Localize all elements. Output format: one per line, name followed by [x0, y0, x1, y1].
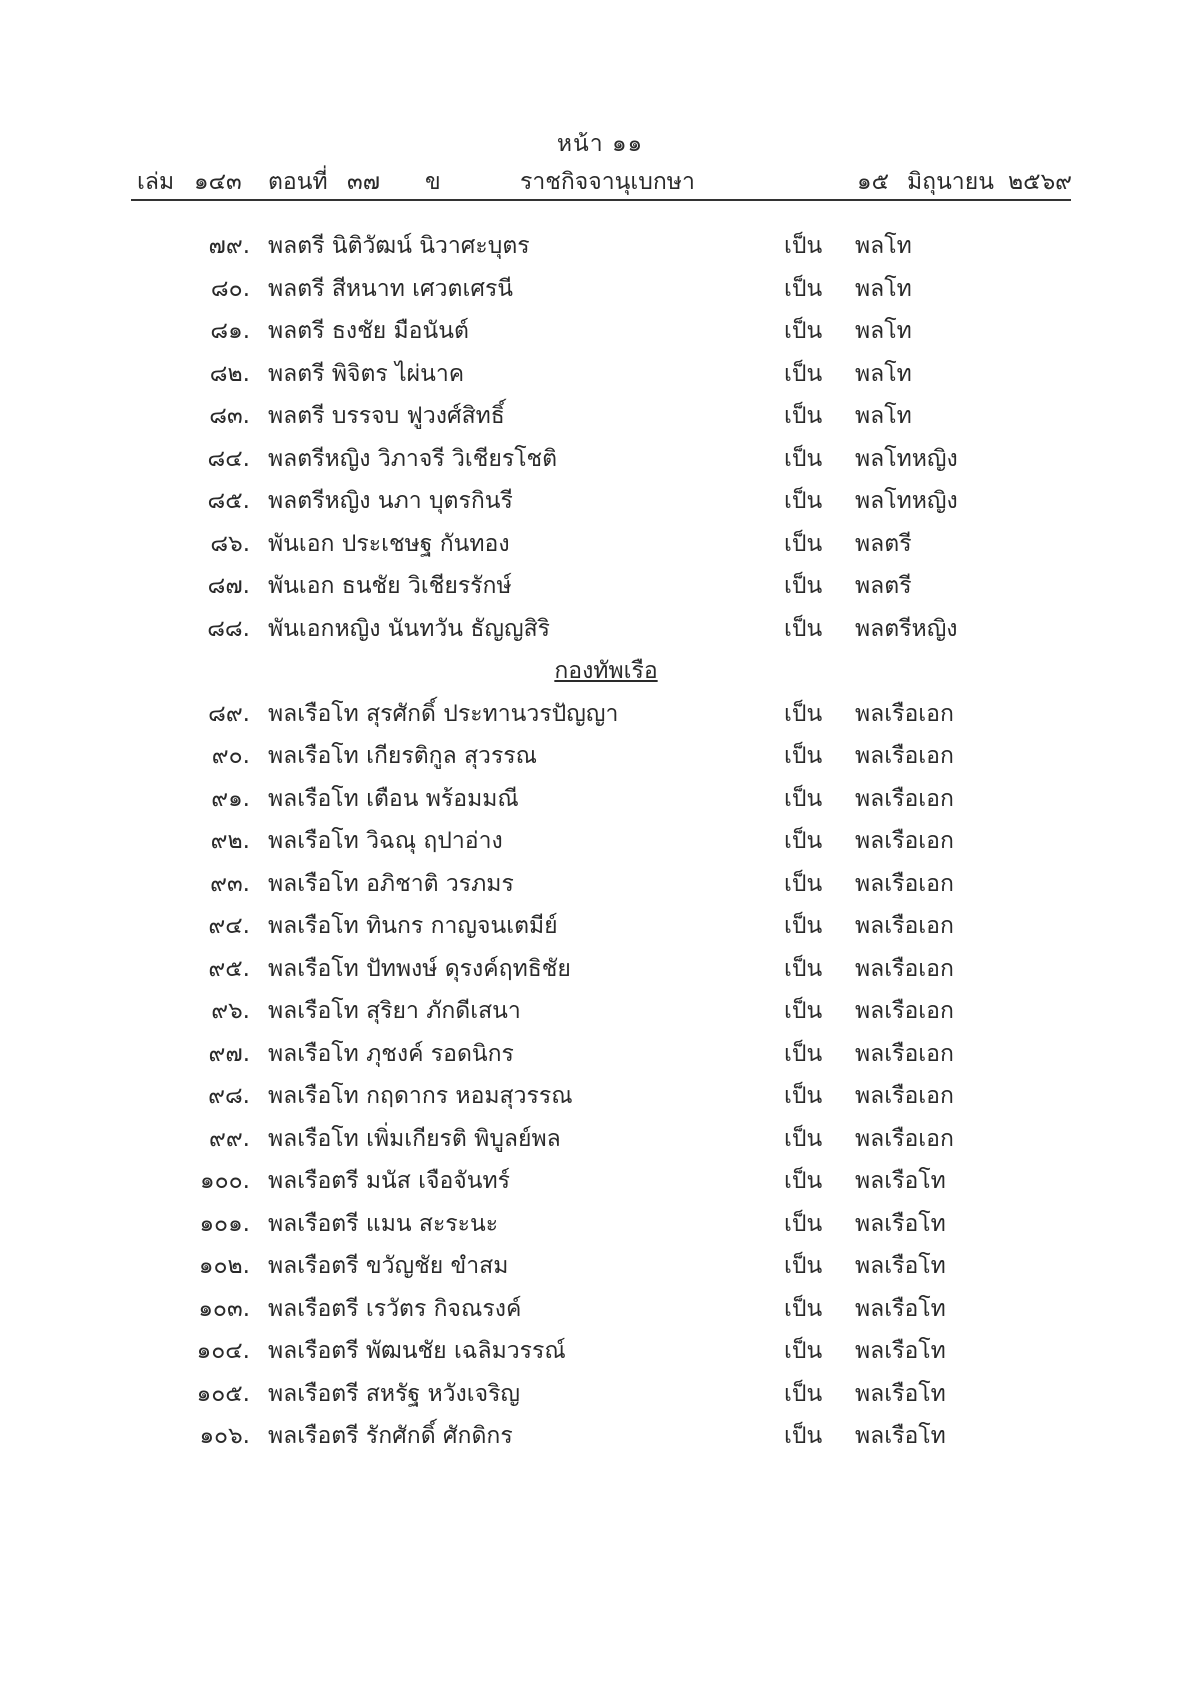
entry-number: ๙๑. — [211, 785, 250, 812]
entry-name: พลเรือโท ทินกร กาญจนเตมีย์ — [268, 913, 558, 939]
list-item — [0, 605, 1200, 648]
entry-new-rank: พลเรือเอก — [855, 828, 954, 854]
list-item — [0, 520, 1200, 563]
entry-name: พลเรือตรี พัฒนชัย เฉลิมวรรณ์ — [268, 1338, 566, 1364]
list-item — [0, 435, 1200, 478]
entry-new-rank: พลเรือเอก — [855, 1125, 954, 1152]
date-day: ๑๕ — [857, 169, 890, 195]
entry-number: ๑๐๔. — [196, 1338, 250, 1364]
entry-name: พลตรีหญิง วิภาจรี วิเชียรโชติ — [268, 445, 558, 472]
entry-name: พลเรือตรี ขวัญชัย ขำสม — [268, 1253, 509, 1279]
entry-new-rank: พลเรือเอก — [855, 1083, 954, 1109]
entry-new-rank: พลเรือเอก — [855, 955, 954, 982]
list-item — [0, 265, 1200, 308]
issue-label: ตอนที่ — [268, 169, 328, 195]
entry-number: ๘๓. — [209, 403, 250, 429]
list-item — [0, 477, 1200, 520]
list-item — [0, 1200, 1200, 1243]
entry-new-rank: พลเรือโท — [855, 1253, 946, 1279]
list-item — [0, 1285, 1200, 1328]
entry-name: พลเรือโท กฤดากร หอมสุวรรณ — [268, 1083, 573, 1109]
entry-new-rank: พลโทหญิง — [855, 445, 958, 472]
header-divider — [131, 199, 1071, 201]
entry-name: พลตรี บรรจบ ฟูวงศ์สิทธิ์ — [268, 403, 505, 429]
entry-connector: เป็น — [784, 1168, 823, 1194]
entry-name: พลเรือโท เพิ่มเกียรติ พิบูลย์พล — [268, 1125, 561, 1152]
entry-number: ๘๕. — [207, 488, 250, 514]
entry-connector: เป็น — [784, 445, 823, 472]
entry-connector: เป็น — [784, 1338, 823, 1364]
list-item — [0, 732, 1200, 775]
gazette-header — [0, 164, 1200, 200]
entry-number: ๑๐๓. — [198, 1295, 250, 1322]
list-item — [0, 1412, 1200, 1455]
entry-new-rank: พลโท — [855, 275, 912, 302]
list-item — [0, 1157, 1200, 1200]
list-item — [0, 350, 1200, 393]
entry-new-rank: พลเรือเอก — [855, 1040, 954, 1067]
entry-number: ๙๐. — [211, 743, 250, 769]
entry-number: ๙๓. — [210, 870, 250, 897]
list-item — [0, 222, 1200, 265]
list-item — [0, 392, 1200, 435]
entry-connector: เป็น — [784, 1125, 823, 1152]
page-number: หน้า ๑๑ — [556, 131, 644, 157]
entry-new-rank: พลเรือโท — [855, 1295, 946, 1322]
entry-number: ๑๐๕. — [196, 1380, 250, 1407]
entry-name: พลเรือตรี มนัส เจือจันทร์ — [268, 1168, 510, 1194]
entry-number: ๑๐๖. — [199, 1423, 250, 1449]
list-item — [0, 1072, 1200, 1115]
entry-name: พลเรือโท เตือน พร้อมมณี — [268, 785, 519, 812]
entry-connector: เป็น — [784, 955, 823, 982]
entry-new-rank: พลโท — [855, 233, 912, 259]
section-heading-label: กองทัพเรือ — [554, 658, 658, 684]
volume-number: ๑๔๓ — [194, 169, 242, 195]
list-item — [0, 1327, 1200, 1370]
entry-new-rank: พลเรือโท — [855, 1338, 946, 1364]
entry-new-rank: พลตรี — [855, 530, 912, 557]
entry-new-rank: พลเรือเอก — [855, 743, 954, 769]
section-heading-navy — [0, 647, 1200, 690]
entry-new-rank: พลตรี — [855, 573, 912, 599]
entry-new-rank: พลโท — [855, 360, 912, 387]
entry-name: พลตรี พิจิตร ไผ่นาค — [268, 360, 465, 387]
entry-connector: เป็น — [784, 998, 823, 1024]
entry-new-rank: พลเรือเอก — [855, 785, 954, 812]
entry-number: ๑๐๑. — [199, 1210, 250, 1237]
entry-connector: เป็น — [784, 403, 823, 429]
entry-name: พันเอกหญิง นันทวัน ธัญญสิริ — [268, 615, 550, 642]
entry-name: พลเรือโท เกียรติกูล สุวรรณ — [268, 743, 537, 769]
gazette-name: ราชกิจจานุเบกษา — [520, 169, 695, 195]
entry-number: ๙๔. — [208, 913, 250, 939]
entry-connector: เป็น — [784, 700, 823, 727]
entry-name: พลตรี สีหนาท เศวตเศรนี — [268, 275, 514, 302]
entry-name: พลเรือตรี สหรัฐ หวังเจริญ — [268, 1380, 521, 1407]
entry-number: ๑๐๒. — [198, 1253, 250, 1279]
volume-label: เล่ม — [137, 169, 175, 195]
entry-name: พลเรือโท สุรศักดิ์ ประทานวรปัญญา — [268, 700, 619, 727]
entry-connector: เป็น — [784, 1040, 823, 1067]
entry-new-rank: พลเรือเอก — [855, 913, 954, 939]
entry-new-rank: พลโทหญิง — [855, 488, 958, 514]
entry-number: ๙๖. — [211, 998, 250, 1024]
entry-new-rank: พลเรือโท — [855, 1423, 946, 1449]
entry-name: พันเอก ประเชษฐ กันทอง — [268, 530, 510, 557]
entry-name: พลตรี ธงชัย มือนันต์ — [268, 318, 469, 344]
entry-connector: เป็น — [784, 1423, 823, 1449]
entry-name: พลเรือโท อภิชาติ วรภมร — [268, 870, 514, 897]
entry-connector: เป็น — [784, 870, 823, 897]
list-item — [0, 945, 1200, 988]
section-letter: ข — [425, 169, 441, 195]
entry-connector: เป็น — [784, 913, 823, 939]
entry-name: พลตรีหญิง นภา บุตรกินรี — [268, 488, 513, 514]
entry-connector: เป็น — [784, 573, 823, 599]
entry-new-rank: พลโท — [855, 403, 912, 429]
entry-number: ๙๙. — [208, 1125, 250, 1152]
list-item — [0, 860, 1200, 903]
date-month: มิถุนายน — [907, 169, 994, 195]
entry-connector: เป็น — [784, 1295, 823, 1322]
entry-connector: เป็น — [784, 488, 823, 514]
entry-number: ๘๙. — [208, 700, 250, 727]
entry-connector: เป็น — [784, 1253, 823, 1279]
list-item — [0, 775, 1200, 818]
date-year: ๒๕๖๙ — [1008, 169, 1073, 195]
entry-new-rank: พลเรือโท — [855, 1210, 946, 1237]
entry-new-rank: พลเรือเอก — [855, 700, 954, 727]
entry-name: พันเอก ธนชัย วิเชียรรักษ์ — [268, 573, 512, 599]
entry-number: ๙๒. — [210, 828, 250, 854]
entry-connector: เป็น — [784, 275, 823, 302]
entry-number: ๗๙. — [208, 233, 250, 259]
entry-number: ๙๘. — [208, 1083, 250, 1109]
entry-new-rank: พลเรือเอก — [855, 998, 954, 1024]
entry-name: พลเรือตรี รักศักดิ์ ศักดิกร — [268, 1423, 513, 1449]
entry-number: ๘๘. — [207, 615, 250, 642]
entry-new-rank: พลเรือโท — [855, 1380, 946, 1407]
entry-connector: เป็น — [784, 785, 823, 812]
entry-new-rank: พลเรือเอก — [855, 870, 954, 897]
entry-number: ๙๕. — [208, 955, 250, 982]
entry-number: ๑๐๐. — [200, 1168, 250, 1194]
entry-name: พลตรี นิติวัฒน์ นิวาศะบุตร — [268, 233, 530, 259]
entry-name: พลเรือโท ปัทพงษ์ ดุรงค์ฤทธิชัย — [268, 955, 571, 982]
entry-name: พลเรือโท ภุชงค์ รอดนิกร — [268, 1040, 514, 1067]
entry-connector: เป็น — [784, 360, 823, 387]
appointment-list — [0, 222, 1200, 1455]
entry-connector: เป็น — [784, 615, 823, 642]
entry-number: ๘๔. — [207, 445, 250, 472]
entry-connector: เป็น — [784, 828, 823, 854]
entry-number: ๘๒. — [209, 360, 250, 387]
entry-name: พลเรือโท สุริยา ภักดีเสนา — [268, 998, 521, 1024]
list-item — [0, 1370, 1200, 1413]
list-item — [0, 1242, 1200, 1285]
entry-number: ๘๗. — [207, 573, 250, 599]
entry-connector: เป็น — [784, 743, 823, 769]
entry-name: พลเรือตรี แมน สะระนะ — [268, 1210, 499, 1237]
list-item — [0, 690, 1200, 733]
list-item — [0, 817, 1200, 860]
entry-number: ๘๖. — [210, 530, 250, 557]
entry-connector: เป็น — [784, 530, 823, 557]
entry-new-rank: พลเรือโท — [855, 1168, 946, 1194]
entry-connector: เป็น — [784, 233, 823, 259]
entry-number: ๘๐. — [210, 275, 250, 302]
list-item — [0, 562, 1200, 605]
entry-number: ๘๑. — [210, 318, 250, 344]
entry-name: พลเรือตรี เรวัตร กิจณรงค์ — [268, 1295, 522, 1322]
entry-connector: เป็น — [784, 1083, 823, 1109]
entry-connector: เป็น — [784, 318, 823, 344]
entry-new-rank: พลโท — [855, 318, 912, 344]
issue-number: ๓๗ — [347, 169, 381, 195]
list-item — [0, 987, 1200, 1030]
entry-connector: เป็น — [784, 1380, 823, 1407]
list-item — [0, 307, 1200, 350]
entry-connector: เป็น — [784, 1210, 823, 1237]
list-item — [0, 902, 1200, 945]
entry-number: ๙๗. — [208, 1040, 250, 1067]
entry-new-rank: พลตรีหญิง — [855, 615, 958, 642]
list-item — [0, 1115, 1200, 1158]
list-item — [0, 1030, 1200, 1073]
entry-name: พลเรือโท วิฉณุ ฤปาอ่าง — [268, 828, 503, 854]
